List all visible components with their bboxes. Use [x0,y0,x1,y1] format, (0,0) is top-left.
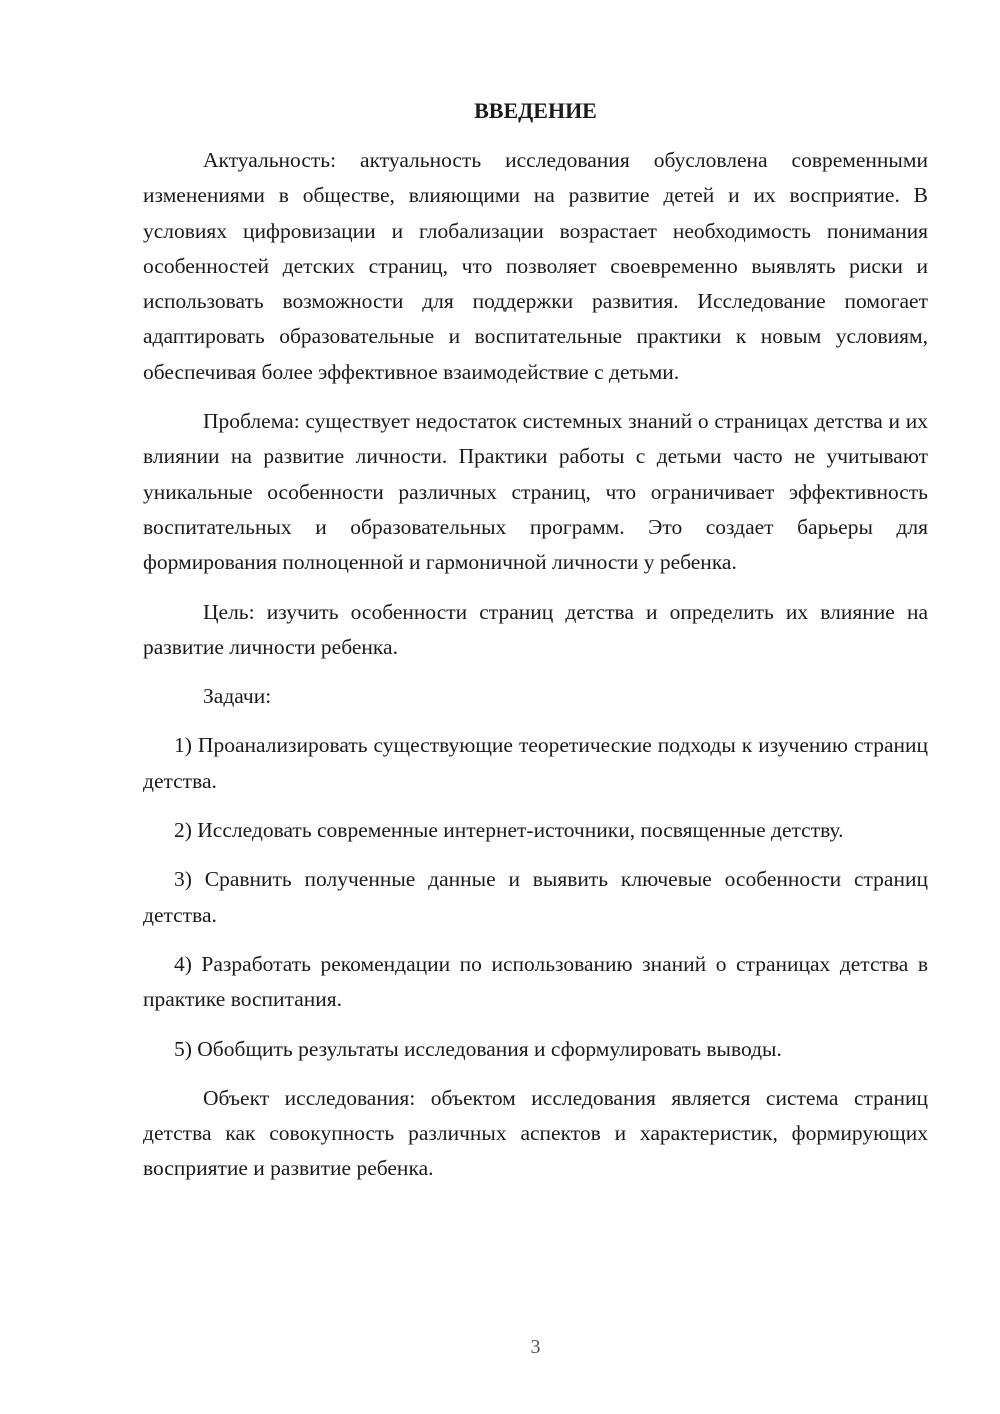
task-item: 1) Проанализировать существующие теоретические подходы к изучению страниц детства. [143,733,928,793]
task-item: 3) Сравнить полученные данные и выявить ключевые особенности страниц детства. [143,867,928,927]
document-page [143,0,928,1414]
section-title: ВВЕДЕНИЕ [474,98,597,123]
task-item: 2) Исследовать современные интернет-источники, посвященные детству. [174,818,844,843]
tasks-heading: Задачи: [203,684,272,709]
task-item: 5) Обобщить результаты исследования и сформулировать выводы. [174,1036,782,1061]
object-paragraph: Объект исследования: объектом исследования является система страниц детства как совокупность различных аспектов и характеристик, формирующих восприятие и развитие ребенка. [143,1085,928,1181]
goal-paragraph: Цель: изучить особенности страниц детства и определить их влияние на развитие личности ребенка. [143,599,928,659]
page-number: 3 [530,1336,541,1358]
task-item: 4) Разработать рекомендации по использованию знаний о страницах детства в практике воспитания. [143,951,928,1012]
relevance-paragraph: Актуальность: актуальность исследования обусловлена современными изменениями в обществе, влияющими на развитие детей и их восприятие. В условиях цифровизации и глобализации возрастает необходимость понимания особенностей детских страниц, что позволяет своевременно выявлять риски и использовать возможности для поддержки развития. Исследование помогает адаптировать образовательные и воспитательные практики к новым условиям, обеспечивая более эффективное взаимодействие с детьми. [143,148,928,384]
problem-paragraph: Проблема: существует недостаток системных знаний о страницах детства и их влиянии на развитие личности. Практики работы с детьми часто не учитывают уникальные особенности различных страниц, что ограничивает эффективность воспитательных и образовательных программ. Это создает барьеры для формирования полноценной и гармоничной личности у ребенка. [143,409,928,575]
document-body [143,143,928,1201]
